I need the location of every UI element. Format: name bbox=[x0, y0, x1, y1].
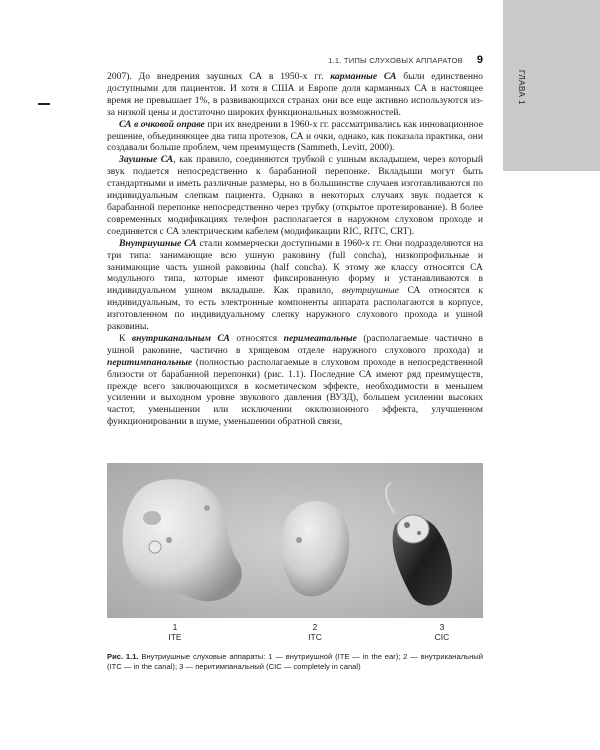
paragraph-2 bbox=[107, 119, 483, 155]
hearing-aids-photo bbox=[107, 463, 483, 618]
text-span: при их внедрении в 1960-х гг. рассматривались как инновационное решение, объединяющее два типа протезов, СА и очки, однако, как показала практика, они создавали больше проблем, чем преимуществ (Sammeth, Levitt, 2000). bbox=[107, 118, 484, 154]
running-head bbox=[200, 54, 483, 66]
caption-text: Внутриушные слуховые аппараты: 1 — внутриушной (ITE — in the ear); 2 — внутриканальный (ITC — in the canal); 3 — перитимпанальный (CIC — completely in canal) bbox=[107, 652, 484, 671]
text-span: (полностью располагаемые в слуховом проходе в непосредственной близости от барабанной перепонки) (рис. 1.1). Последние СА имеют ряд преимуществ, прежде всего заключающихся в косметическом эффекте, необходимости в меньшем усилении и выходном уровне звукового давления (ВУЗД), большем усилении высоких частот, уменьшении или исключении окклюзионного эффекта, улучшенном функционировании в шуме, уменьшении обратной связи, bbox=[107, 356, 484, 428]
caption-label: Рис. 1.1. bbox=[107, 652, 139, 661]
label-number: 1 bbox=[172, 622, 178, 632]
term-ite-italic: внутриушные bbox=[341, 285, 399, 297]
term-eyeglass-ha: СА в очковой оправе bbox=[119, 118, 205, 130]
figure-label-1 bbox=[155, 622, 195, 642]
label-text: ITE bbox=[168, 632, 182, 642]
body-text bbox=[107, 71, 483, 428]
term-bte-ha: Заушные СА bbox=[119, 154, 174, 166]
term-perimeatal: перимеатальные bbox=[283, 332, 357, 344]
text-span: (располагаемые частично в ушной раковине, частично в хрящевом отделе наружного слухового прохода) и bbox=[107, 332, 484, 356]
figure-labels bbox=[107, 622, 483, 648]
text-span: К bbox=[119, 332, 126, 344]
page-number: 9 bbox=[476, 54, 483, 66]
figure-label-3 bbox=[422, 622, 462, 642]
label-text: CIC bbox=[434, 632, 450, 642]
text-span: были единственно доступными для пациентов. И хотя в США и Европе доля карманных СА в настоящее время не превышает 1%, в развивающихся странах они все еще активно используются из-за низкой цены и достаточно широких функциональных возможностей. bbox=[107, 71, 483, 118]
text-span: относятся bbox=[236, 332, 278, 344]
label-number: 3 bbox=[439, 622, 445, 632]
term-peritympanic: перитимпанальные bbox=[107, 356, 193, 368]
text-span: 2007). До внедрения заушных СА в 1950-х гг. bbox=[107, 71, 324, 82]
paragraph-3 bbox=[107, 154, 483, 237]
section-title: 1.1. ТИПЫ СЛУХОВЫХ АППАРАТОВ bbox=[328, 56, 463, 65]
text-span: , как правило, соединяются трубкой с ушным вкладышем, через который звук подается непосредственно к барабанной перепонке. Вкладыши могут быть стандартными и иметь различные размеры, но в большинстве случаев изготавливаются по индивидуальным слепкам пациента. Однако в некоторых случаях звук подается к барабанной перепонке непосредственно через трубку (открытое протезирование). В более современных модификациях телефон располагается в наружном слуховом проходе и соединяется с СА электрическим кабелем (модификации RIC, RITC, CRT). bbox=[107, 154, 484, 237]
term-ite-ha: Внутриушные СА bbox=[119, 237, 197, 249]
figure-caption bbox=[107, 652, 483, 672]
label-number: 2 bbox=[312, 622, 318, 632]
term-itc-ha: внутриканальным СА bbox=[131, 332, 230, 344]
figure-label-2 bbox=[295, 622, 335, 642]
chapter-tab-label: ГЛАВА 1 bbox=[517, 70, 526, 106]
term-pocket-ha: карманные СА bbox=[330, 71, 397, 82]
text-span: СА относятся к индивидуальным, то есть электронные компоненты аппарата располагаются в корпусе, изготовленном по индивидуальному слепку наружного слухового прохода и ушной раковины. bbox=[107, 285, 483, 333]
label-text: ITC bbox=[308, 632, 322, 642]
paragraph-4 bbox=[107, 238, 483, 333]
paragraph-5 bbox=[107, 333, 483, 428]
figure-photo bbox=[107, 463, 483, 618]
margin-mark bbox=[38, 103, 50, 105]
paragraph-1 bbox=[107, 71, 483, 119]
text-span: стали коммерчески доступными в 1960-х гг. Они подразделяются на три типа: занимающие всю ушную раковину (full concha), низкопрофильные и занимающие часть ушной раковины (half concha). К этому же классу относятся СА модульного типа, которые имеют фиксированную форму и устанавливаются в индивидуальном ушном вкладыше. Как правило, bbox=[107, 237, 483, 297]
